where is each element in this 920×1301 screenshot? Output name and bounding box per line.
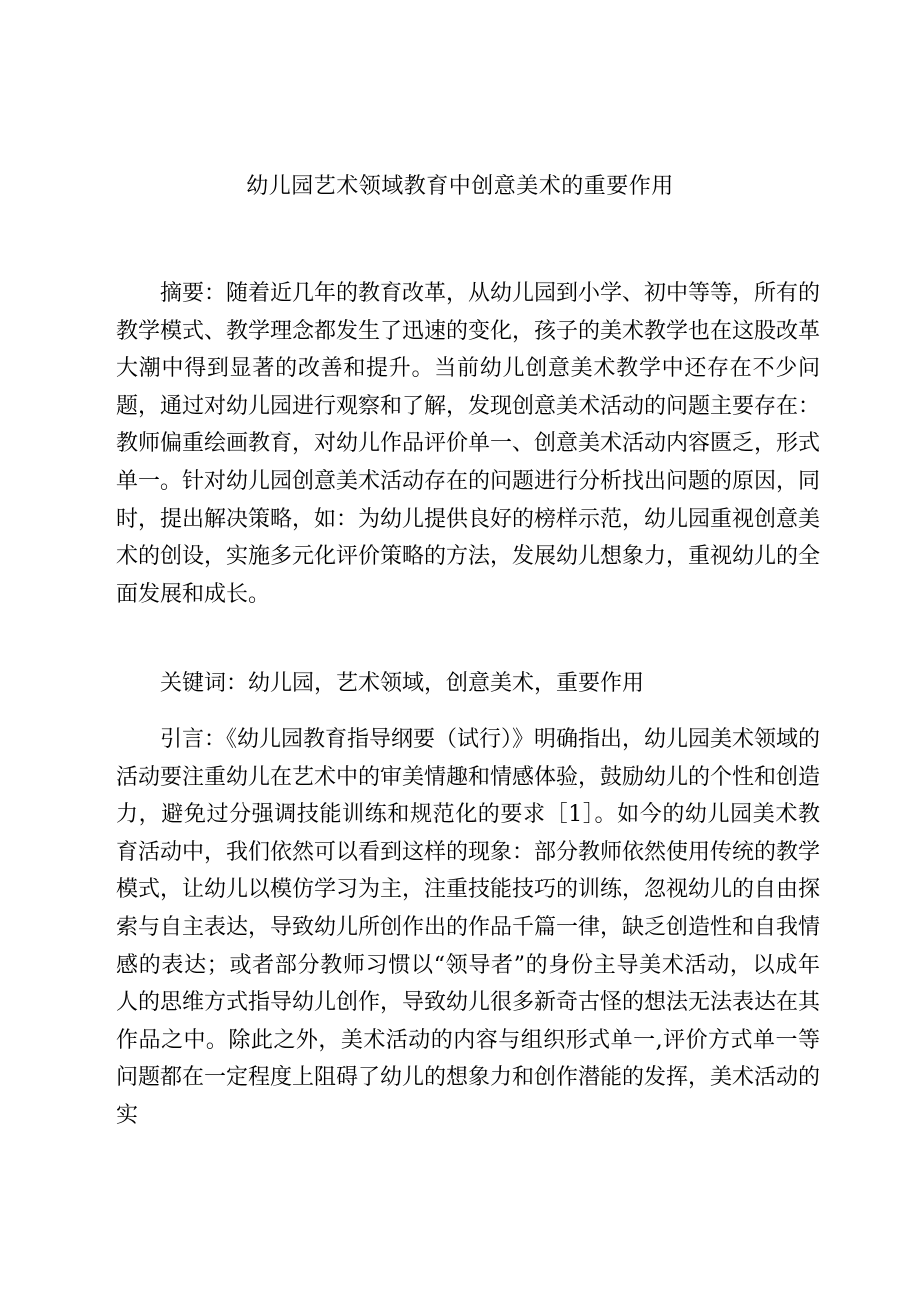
keywords-paragraph: 关键词：幼儿园，艺术领域，创意美术，重要作用 bbox=[160, 671, 645, 696]
abstract-paragraph: 摘要：随着近几年的教育改革，从幼儿园到小学、初中等等，所有的教学模式、教学理念都发生了迅速的变化，孩子的美术教学也在这股改革大潮中得到显著的改善和提升。当前幼儿创意美术教学中还存在不少问题，通过对幼儿园进行观察和了解，发现创意美术活动的问题主要存在：教师偏重绘画教育，对幼儿作品评价单一、创意美术活动内容匮乏，形式单一。针对幼儿园创意美术活动存在的问题进行分析找出问题的原因，同时，提出解决策略，如：为幼儿提供良好的榜样示范，幼儿园重视创意美术的创设，实施多元化评价策略的方法，发展幼儿想象力，重视幼儿的全面发展和成长。 bbox=[116, 281, 821, 607]
introduction-paragraph: 引言：《幼儿园教育指导纲要（试行）》明确指出，幼儿园美术领域的活动要注重幼儿在艺术中的审美情趣和情感体验，鼓励幼儿的个性和创造力，避免过分强调技能训练和规范化的要求［1］。如今的幼儿园美术教育活动中，我们依然可以看到这样的现象：部分教师依然使用传统的教学模式，让幼儿以模仿学习为主，注重技能技巧的训练，忽视幼儿的自由探索与自主表达，导致幼儿所创作出的作品千篇一律，缺乏创造性和自我情感的表达；或者部分教师习惯以“领导者”的身份主导美术活动，以成年人的思维方式指导幼儿创作，导致幼儿很多新奇古怪的想法无法表达在其作品之中。除此之外，美术活动的内容与组织形式单一,评价方式单一等问题都在一定程度上阻碍了幼儿的想象力和创作潜能的发挥，美术活动的实 bbox=[116, 727, 821, 1128]
document-title: 幼儿园艺术领域教育中创意美术的重要作用 bbox=[246, 174, 674, 199]
